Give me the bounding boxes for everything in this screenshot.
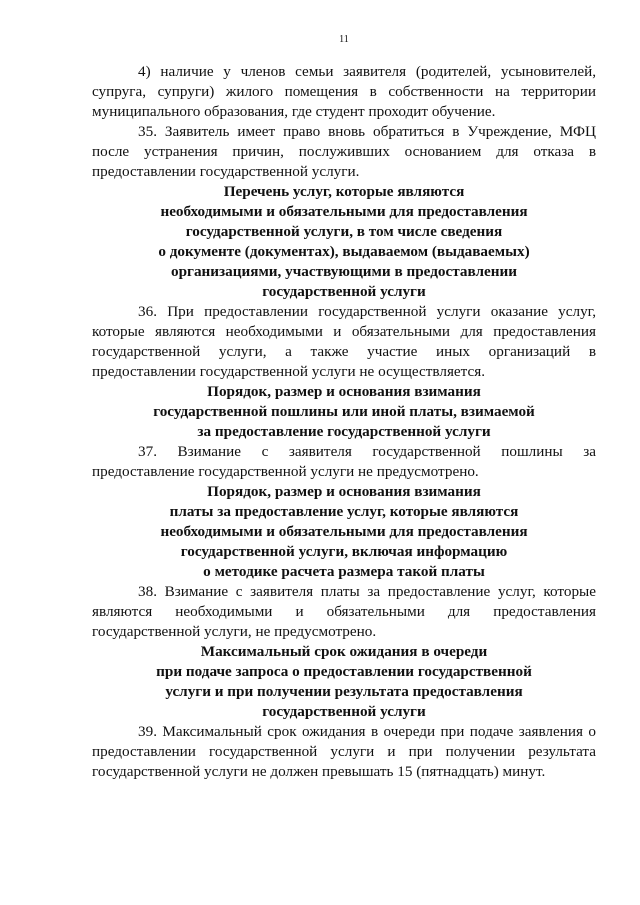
section-heading-queue-time [92, 642, 596, 722]
section-heading-state-duty [92, 382, 596, 442]
heading-line: при подаче запроса о предоставлении государственной [156, 663, 532, 680]
heading-line: государственной услуги, в том числе сведения [185, 223, 503, 240]
paragraph-39: 39. Максимальный срок ожидания в очереди при подаче заявления о предоставлении государственной услуги и при получении результата государственной услуги не должен превышать 15 (пятнадцать) минут. [92, 723, 596, 780]
heading-line: государственной пошлины или иной платы, взимаемой [153, 403, 535, 420]
paragraph-item-4: 4) наличие у членов семьи заявителя (родителей, усыновителей, супруга, супруги) жилого помещения в собственности на территории муниципального образования, где студент проходит обучение. [92, 63, 596, 120]
paragraph-35: 35. Заявитель имеет право вновь обратиться в Учреждение, МФЦ после устранения причин, послуживших основанием для отказа в предоставлении государственной услуги. [92, 123, 596, 180]
heading-line: платы за предоставление услуг, которые являются [169, 503, 519, 520]
heading-line: услуги и при получении результата предоставления [165, 683, 523, 700]
section-heading-services-list [92, 182, 596, 302]
heading-line: Порядок, размер и основания взимания [207, 383, 481, 400]
heading-line: государственной услуги [262, 283, 426, 300]
heading-line: Перечень услуг, которые являются [223, 183, 465, 200]
page-number: 11 [339, 34, 349, 45]
heading-line: государственной услуги, включая информацию [180, 543, 508, 560]
heading-line: необходимыми и обязательными для предоставления [160, 523, 528, 540]
paragraph-38: 38. Взимание с заявителя платы за предоставление услуг, которые являются необходимыми и обязательными для предоставления государственной услуги, не предусмотрено. [92, 583, 596, 640]
heading-line: о документе (документах), выдаваемом (выдаваемых) [158, 243, 530, 260]
heading-line: о методике расчета размера такой платы [203, 563, 485, 580]
paragraph-37: 37. Взимание с заявителя государственной пошлины за предоставление государственной услуги не предусмотрено. [92, 443, 596, 480]
heading-line: организациями, участвующими в предоставлении [171, 263, 517, 280]
paragraph-36: 36. При предоставлении государственной услуги оказание услуг, которые являются необходимыми и обязательными для предоставления государственной услуги, а также участие иных организаций в предоставлении государственной услуги не осуществляется. [92, 303, 596, 380]
heading-line: государственной услуги [262, 703, 426, 720]
section-heading-service-fee [92, 482, 596, 582]
heading-line: необходимыми и обязательными для предоставления [160, 203, 528, 220]
heading-line: за предоставление государственной услуги [197, 423, 491, 440]
heading-line: Максимальный срок ожидания в очереди [200, 643, 488, 660]
heading-line: Порядок, размер и основания взимания [207, 483, 481, 500]
